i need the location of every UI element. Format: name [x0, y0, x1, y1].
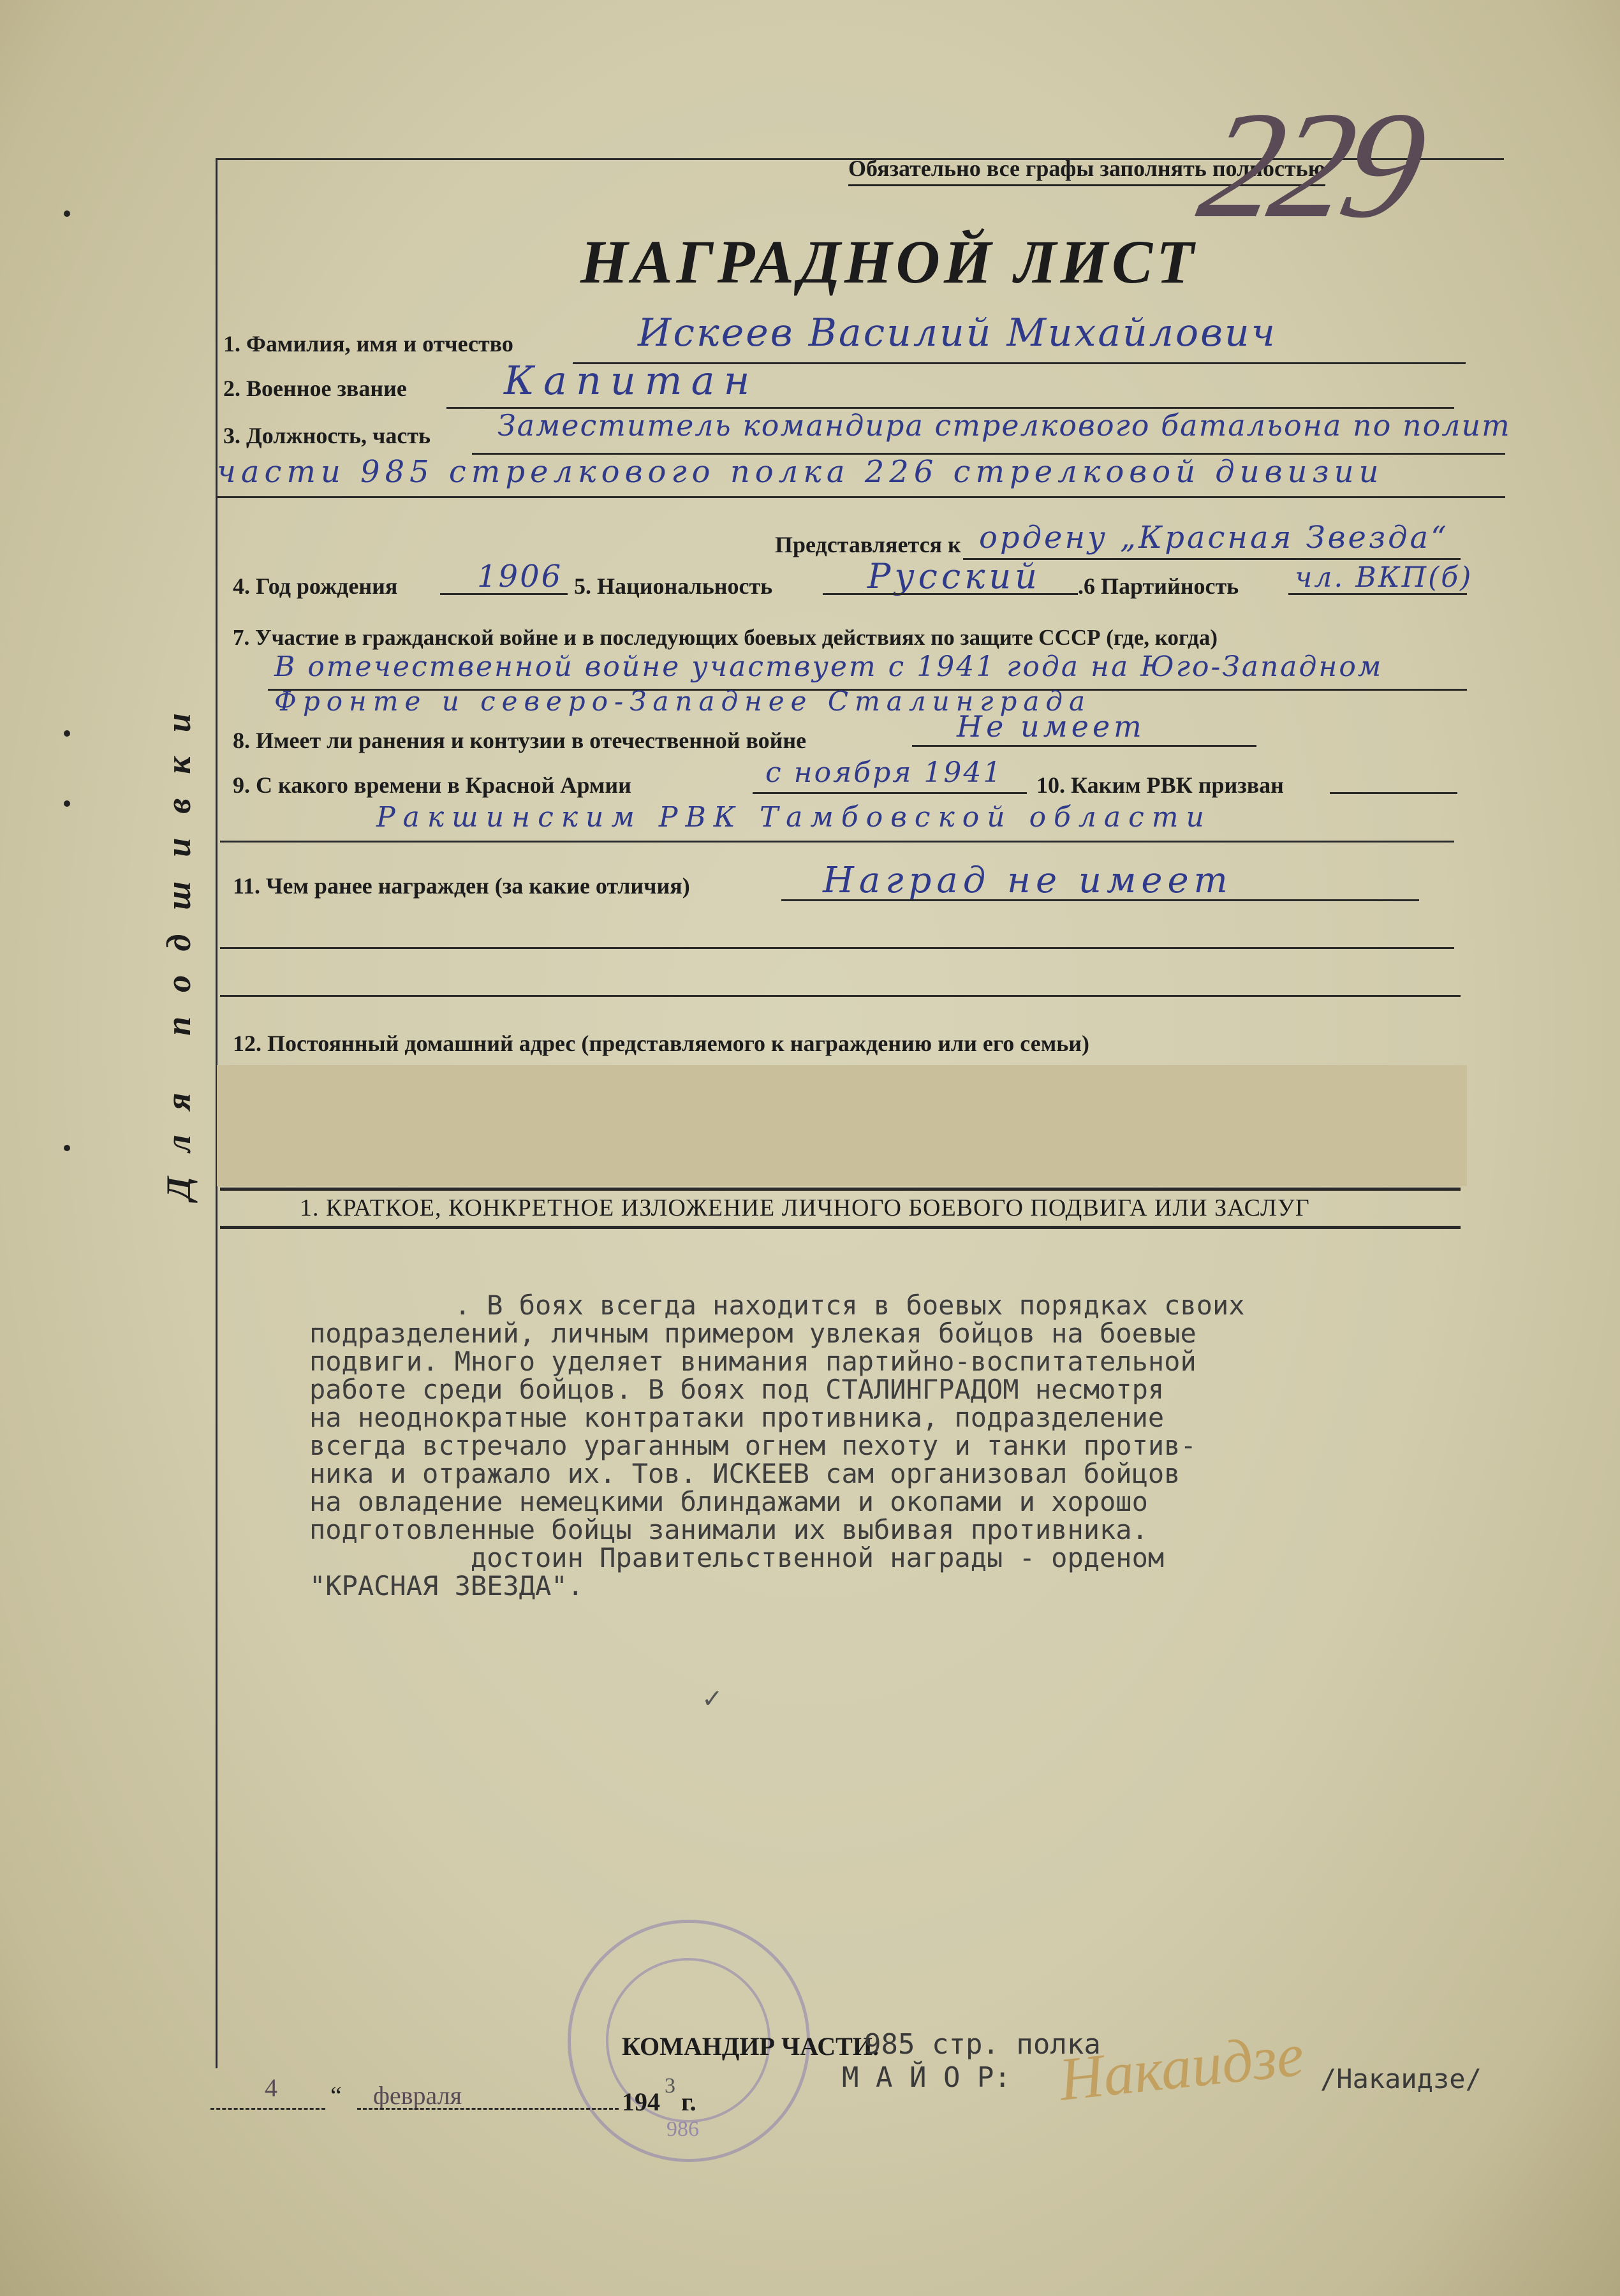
nationality-underline [823, 593, 1078, 595]
narrative-line: на неоднократные контратаки противника, подразделение [309, 1402, 1165, 1433]
awards-line-3 [220, 995, 1461, 997]
name-value: Искеев Василий Михайлович [638, 311, 1277, 355]
binder-mark [64, 800, 70, 807]
date-year-digit: 3 [665, 2074, 675, 2098]
awards-underline [781, 899, 1419, 901]
wounds-value: Не имеет [957, 709, 1145, 744]
narrative-line: всегда встречало ураганным огнем пехоту и танки против- [309, 1430, 1197, 1461]
nationality-label: 5. Национальность [574, 573, 773, 599]
position-label: 3. Должность, часть [223, 423, 431, 448]
signature-scrawl: Накаидзе [1056, 2020, 1307, 2114]
date-year-suffix: г. [681, 2087, 696, 2116]
position-value-line1: Заместитель командира стрелкового батальона по полит [497, 408, 1511, 443]
combat-label: 7. Участие в гражданской войне и в последующих боевых действиях по защите СССР (где, когда) [233, 625, 1218, 650]
margin-note: Для подшивки [159, 689, 198, 1200]
binder-mark [64, 210, 70, 217]
position-underline-2 [217, 496, 1505, 498]
stamp-number: 986 [666, 2117, 699, 2141]
rvk-underline-2 [220, 841, 1454, 843]
rvk-label: 10. Каким РВК призван [1036, 772, 1284, 798]
date-year-prefix: 194 [622, 2087, 660, 2116]
pencil-tick: ✓ [702, 1684, 723, 1713]
rvk-underline [1330, 792, 1457, 794]
combat-value-line2: Фронте и северо-Западнее Сталинграда [274, 686, 1092, 717]
date-day-underline [210, 2108, 325, 2110]
address-redaction [217, 1065, 1467, 1186]
binder-mark [64, 1145, 70, 1151]
army-since-label: 9. С какого времени в Красной Армии [233, 772, 631, 798]
combat-value-line1: В отечественной войне участвует с 1941 года на Юго-Западном [274, 651, 1383, 683]
date-day: 4 [265, 2073, 277, 2102]
party-label: .6 Партийность [1078, 573, 1239, 599]
nominated-value: ордену „Красная Звезда“ [979, 520, 1449, 556]
birth-year-underline [440, 593, 568, 595]
unit-label: 985 стр. полка [864, 2028, 1101, 2061]
section-bottom-rule [220, 1226, 1461, 1229]
page-title: НАГРАДНОЙ ЛИСТ [580, 228, 1198, 296]
narrative-line: ника и отражало их. Тов. ИСКЕЕВ сам организовал бойцов [309, 1458, 1181, 1489]
sheet-number: 229 [1187, 80, 1434, 249]
rvk-value: Ракшинским РВК Тамбовской области [376, 801, 1212, 834]
rank-value: Капитан [504, 357, 759, 404]
section-top-rule [220, 1188, 1461, 1191]
date-month-underline [357, 2108, 619, 2110]
narrative-line: подразделений, личным примером увлекая бойцов на боевые [309, 1318, 1197, 1349]
nationality-value: Русский [867, 556, 1041, 596]
narrative-line: подвиги. Много уделяет внимания партийно-воспитательной [309, 1346, 1197, 1377]
awards-label: 11. Чем ранее награжден (за какие отличия) [233, 873, 690, 899]
birth-year-label: 4. Год рождения [233, 573, 398, 599]
date-month: февраля [373, 2081, 462, 2110]
army-since-value: с ноября 1941 [765, 756, 1003, 789]
awards-value: Наград не имеет [823, 860, 1233, 901]
binder-mark [64, 730, 70, 737]
narrative-line: "КРАСНАЯ ЗВЕЗДА". [309, 1570, 584, 1601]
fill-notice: Обязательно все графы заполнять полностью [848, 155, 1325, 186]
army-since-underline [753, 792, 1027, 794]
nominated-label: Представляется к [775, 532, 961, 557]
narrative-line: на овладение немецкими блиндажами и окопами и хорошо [309, 1486, 1148, 1517]
wounds-underline [912, 745, 1256, 747]
birth-year-value: 1906 [477, 559, 563, 594]
date-day-quote: “ [330, 2081, 342, 2110]
narrative-line: работе среди бойцов. В боях под СТАЛИНГРАДОМ несмотря [309, 1374, 1165, 1405]
narrative-line: подготовленные бойцы занимали их выбивая противника. [309, 1514, 1148, 1545]
address-label: 12. Постоянный домашний адрес (представляемого к награждению или его семьи) [233, 1031, 1089, 1056]
narrative-line: . В боях всегда находится в боевых порядках своих [309, 1290, 1245, 1321]
name-label: 1. Фамилия, имя и отчество [223, 331, 513, 357]
rank-label: 2. Военное звание [223, 376, 407, 401]
commander-name: /Накаидзе/ [1320, 2063, 1482, 2094]
narrative-line: достоин Правительственной награды - орденом [309, 1542, 1165, 1573]
party-underline [1288, 593, 1467, 595]
party-value: чл. ВКП(б) [1295, 561, 1473, 594]
section-title: 1. КРАТКОЕ, КОНКРЕТНОЕ ИЗЛОЖЕНИЕ ЛИЧНОГО БОЕВОГО ПОДВИГА ИЛИ ЗАСЛУГ [300, 1195, 1310, 1221]
position-value-line2: части 985 стрелкового полка 226 стрелковой дивизии [217, 454, 1384, 490]
commander-label: КОМАНДИР ЧАСТИ. [622, 2032, 879, 2061]
awards-line-2 [220, 947, 1454, 949]
commander-rank: М А Й О Р: [842, 2061, 1011, 2094]
narrative-block [309, 1292, 1245, 1600]
wounds-label: 8. Имеет ли ранения и контузии в отечественной войне [233, 728, 807, 753]
